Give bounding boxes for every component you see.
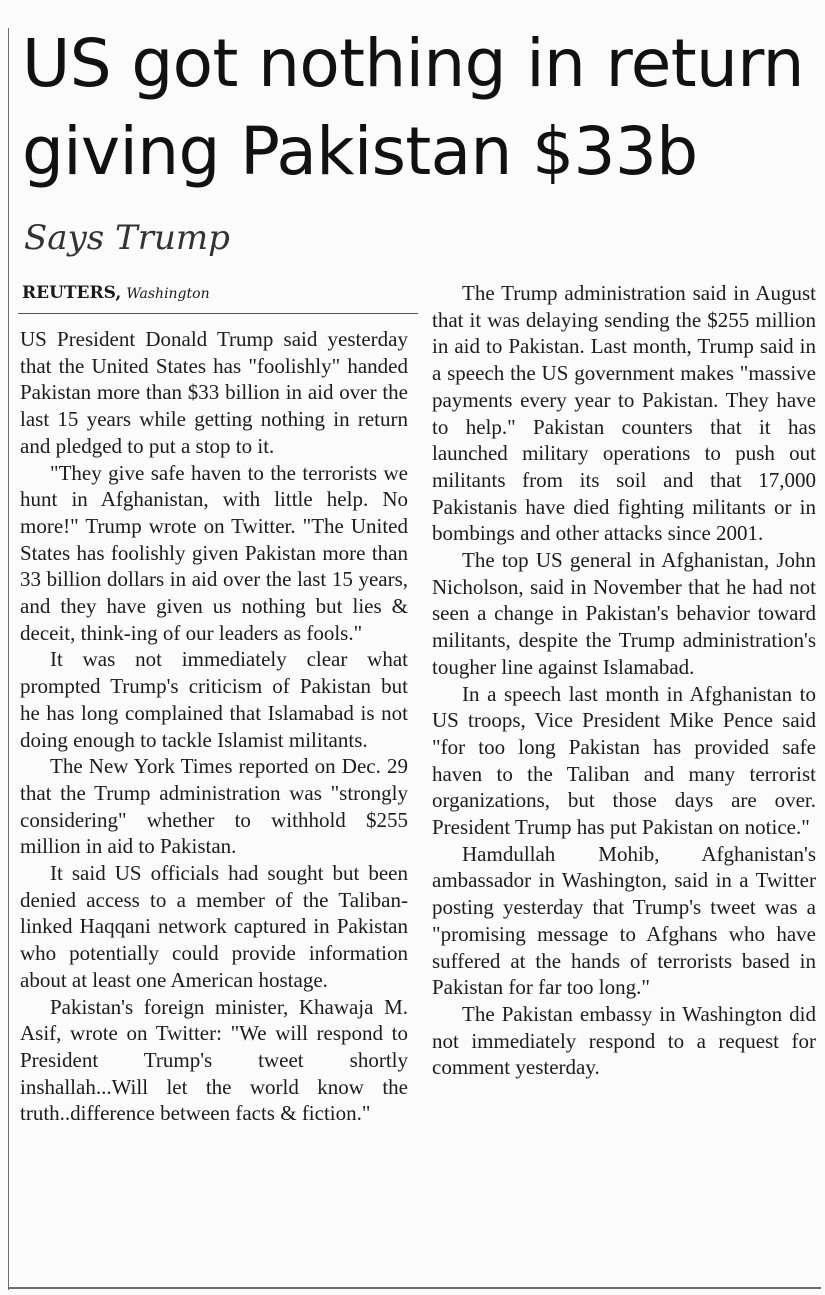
left-column-rule [8, 28, 9, 1290]
paragraph: Pakistan's foreign minister, Khawaja M. Asif, wrote on Twitter: "We will respond to President Trump's tweet shortly inshallah...Will let the world know the truth..difference between facts & fiction." [20, 994, 408, 1126]
subheadline: Says Trump [24, 218, 230, 258]
byline [22, 283, 210, 303]
paragraph: The Trump administration said in August that it was delaying sending the $255 million in aid to Pakistan. Last month, Trump said in a speech the US government makes "massive payments every year to Pakistan. They have to help." Pakistan counters that it has launched military operations to push out militants from its soil and that 17,000 Pakistanis have died fighting militants or in bombings and other attacks since 2001. [432, 281, 816, 546]
byline-agency: REUTERS, [22, 283, 122, 303]
byline-place: Washington [126, 286, 210, 302]
paragraph: The New York Times reported on Dec. 29 that the Trump administration was "strongly considering" whether to withhold $255 million in aid to Pakistan. [20, 754, 408, 859]
headline-line-1: US got nothing in return [22, 25, 804, 102]
bottom-rule [8, 1287, 821, 1289]
paragraph: In a speech last month in Afghanistan to US troops, Vice President Mike Pence said "for too long Pakistan has provided safe haven to the Taliban and many terrorist organizations, but those days are over. President Trump has put Pakistan on notice." [432, 681, 816, 840]
paragraph: "They give safe haven to the terrorists we hunt in Afghanistan, with little help. No more!" Trump wrote on Twitter. "The United States has foolishly given Pakistan more than 33 billion dollars in aid over the last 15 years, and they have given us nothing but lies & deceit, think-ing of our leaders as fools." [20, 460, 408, 645]
paragraph: It was not immediately clear what prompted Trump's criticism of Pakistan but he has long complained that Islamabad is not doing enough to tackle Islamist militants. [20, 647, 408, 752]
article-column-right [432, 280, 816, 1081]
byline-rule [18, 313, 418, 314]
article-column-left [20, 326, 408, 1127]
paragraph: US President Donald Trump said yesterday that the United States has "foolishly" handed Pakistan more than $33 billion in aid over the last 15 years while getting nothing in return and pledged to put a stop to it. [20, 327, 408, 458]
paragraph: The Pakistan embassy in Washington did not immediately respond to a request for comment yesterday. [432, 1001, 816, 1080]
headline [22, 20, 822, 196]
headline-line-2: giving Pakistan $33b [22, 113, 698, 190]
paragraph: The top US general in Afghanistan, John Nicholson, said in November that he had not seen a change in Pakistan's behavior toward militants, despite the Trump administration's tougher line against Islamabad. [432, 548, 816, 679]
paragraph: Hamdullah Mohib, Afghanistan's ambassador in Washington, said in a Twitter posting yesterday that Trump's tweet was a "promising message to Afghans who have suffered at the hands of terrorists based in Pakistan for far too long." [432, 841, 816, 1000]
paragraph: It said US officials had sought but been denied access to a member of the Taliban-linked Haqqani network captured in Pakistan who potentially could provide information about at least one American hostage. [20, 861, 408, 992]
